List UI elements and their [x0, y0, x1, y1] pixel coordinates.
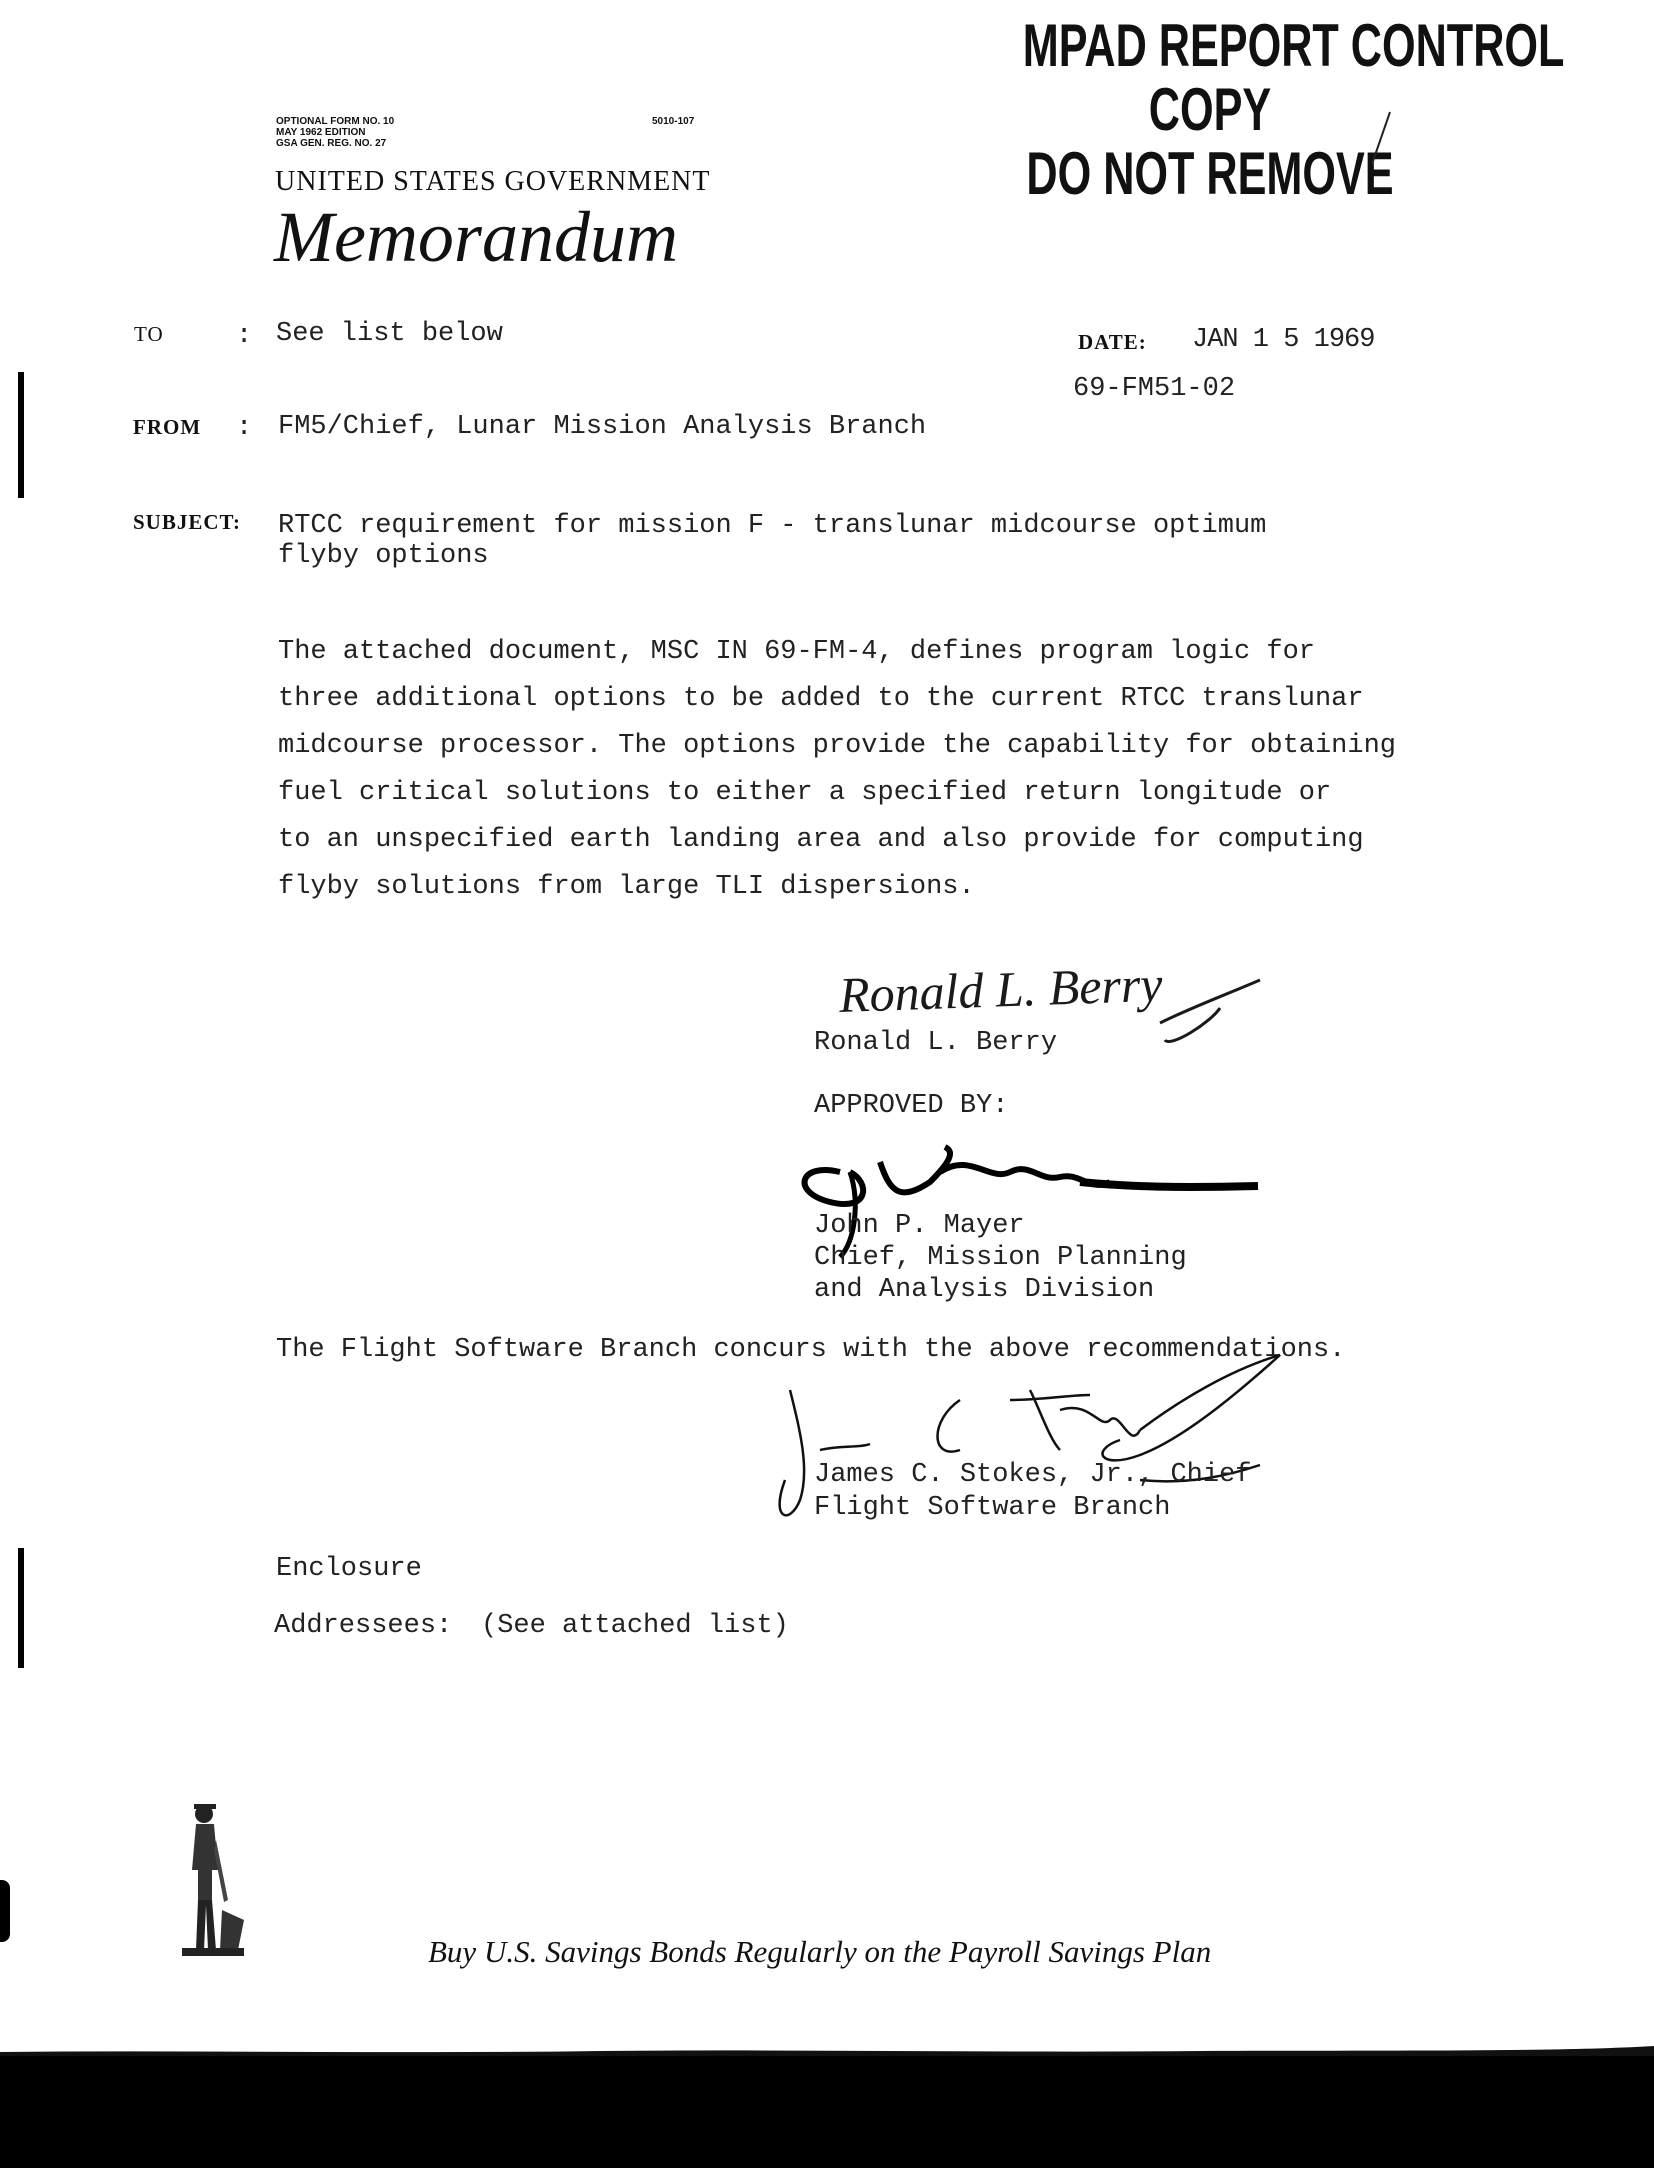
- stamp-line-1: MPAD REPORT CONTROL: [1022, 12, 1565, 79]
- memorandum-title: Memorandum: [274, 197, 678, 277]
- body-line: fuel critical solutions to either a specified return longitude or: [278, 778, 1332, 808]
- to-value: See list below: [276, 319, 503, 349]
- subject-label: SUBJECT:: [133, 510, 241, 534]
- body-line: three additional options to be added to the current RTCC translunar: [278, 684, 1364, 714]
- addressees-label: Addressees:: [274, 1611, 453, 1641]
- form-regulation: GSA GEN. REG. NO. 27: [276, 138, 387, 149]
- scan-bottom-edge: [0, 2040, 1654, 2056]
- berry-signature-flourish: [1150, 978, 1270, 1048]
- minuteman-logo-icon: [168, 1800, 248, 1960]
- form-info: [276, 116, 394, 149]
- stamp-tick-mark: [1368, 110, 1398, 170]
- scan-mark-top: [18, 372, 24, 498]
- savings-bond-slogan: Buy U.S. Savings Bonds Regularly on the Payroll Savings Plan: [428, 1934, 1212, 1969]
- form-number: OPTIONAL FORM NO. 10: [276, 116, 395, 127]
- form-edition: MAY 1962 EDITION: [276, 127, 366, 138]
- concurrence-statement: The Flight Software Branch concurs with the above recommendations.: [276, 1335, 1346, 1365]
- mayer-name: John P. Mayer: [814, 1211, 1025, 1241]
- scan-mark-middle: [18, 1548, 24, 1668]
- mayer-title-2: and Analysis Division: [814, 1275, 1155, 1305]
- to-label: TO: [134, 322, 164, 346]
- subject-line-2: flyby options: [278, 541, 489, 571]
- from-colon: :: [236, 413, 253, 443]
- body-line: flyby solutions from large TLI dispersions.: [278, 872, 975, 902]
- document-number: 69-FM51-02: [1073, 374, 1236, 404]
- approved-by-label: APPROVED BY:: [814, 1091, 1009, 1121]
- body-line: The attached document, MSC IN 69-FM-4, defines program logic for: [278, 637, 1315, 667]
- mayer-title-1: Chief, Mission Planning: [814, 1243, 1187, 1273]
- stamp-line-3: DO NOT REMOVE: [1026, 140, 1394, 207]
- from-label: FROM: [133, 415, 202, 439]
- form-code: 5010-107: [652, 116, 695, 127]
- subject-line-1: RTCC requirement for mission F - translunar midcourse optimum: [278, 511, 1267, 541]
- date-label: DATE:: [1078, 330, 1147, 354]
- stokes-name: James C. Stokes, Jr., Chief: [814, 1460, 1252, 1490]
- stokes-title: Flight Software Branch: [814, 1493, 1171, 1523]
- from-value: FM5/Chief, Lunar Mission Analysis Branch: [278, 412, 927, 442]
- control-stamp: [1022, 12, 1565, 207]
- berry-signature: Ronald L. Berry: [838, 955, 1164, 1024]
- to-colon: :: [236, 321, 253, 351]
- date-value: JAN 1 5 1969: [1192, 325, 1375, 355]
- scan-mark-bottom: [0, 1880, 10, 1942]
- addressees-value: (See attached list): [481, 1611, 789, 1641]
- government-heading: UNITED STATES GOVERNMENT: [275, 166, 711, 197]
- enclosure-note: Enclosure: [276, 1554, 422, 1584]
- body-line: midcourse processor. The options provide the capability for obtaining: [278, 731, 1396, 761]
- body-line: to an unspecified earth landing area and also provide for computing: [278, 825, 1364, 855]
- stamp-line-2: COPY: [1148, 76, 1272, 143]
- berry-name: Ronald L. Berry: [814, 1028, 1058, 1058]
